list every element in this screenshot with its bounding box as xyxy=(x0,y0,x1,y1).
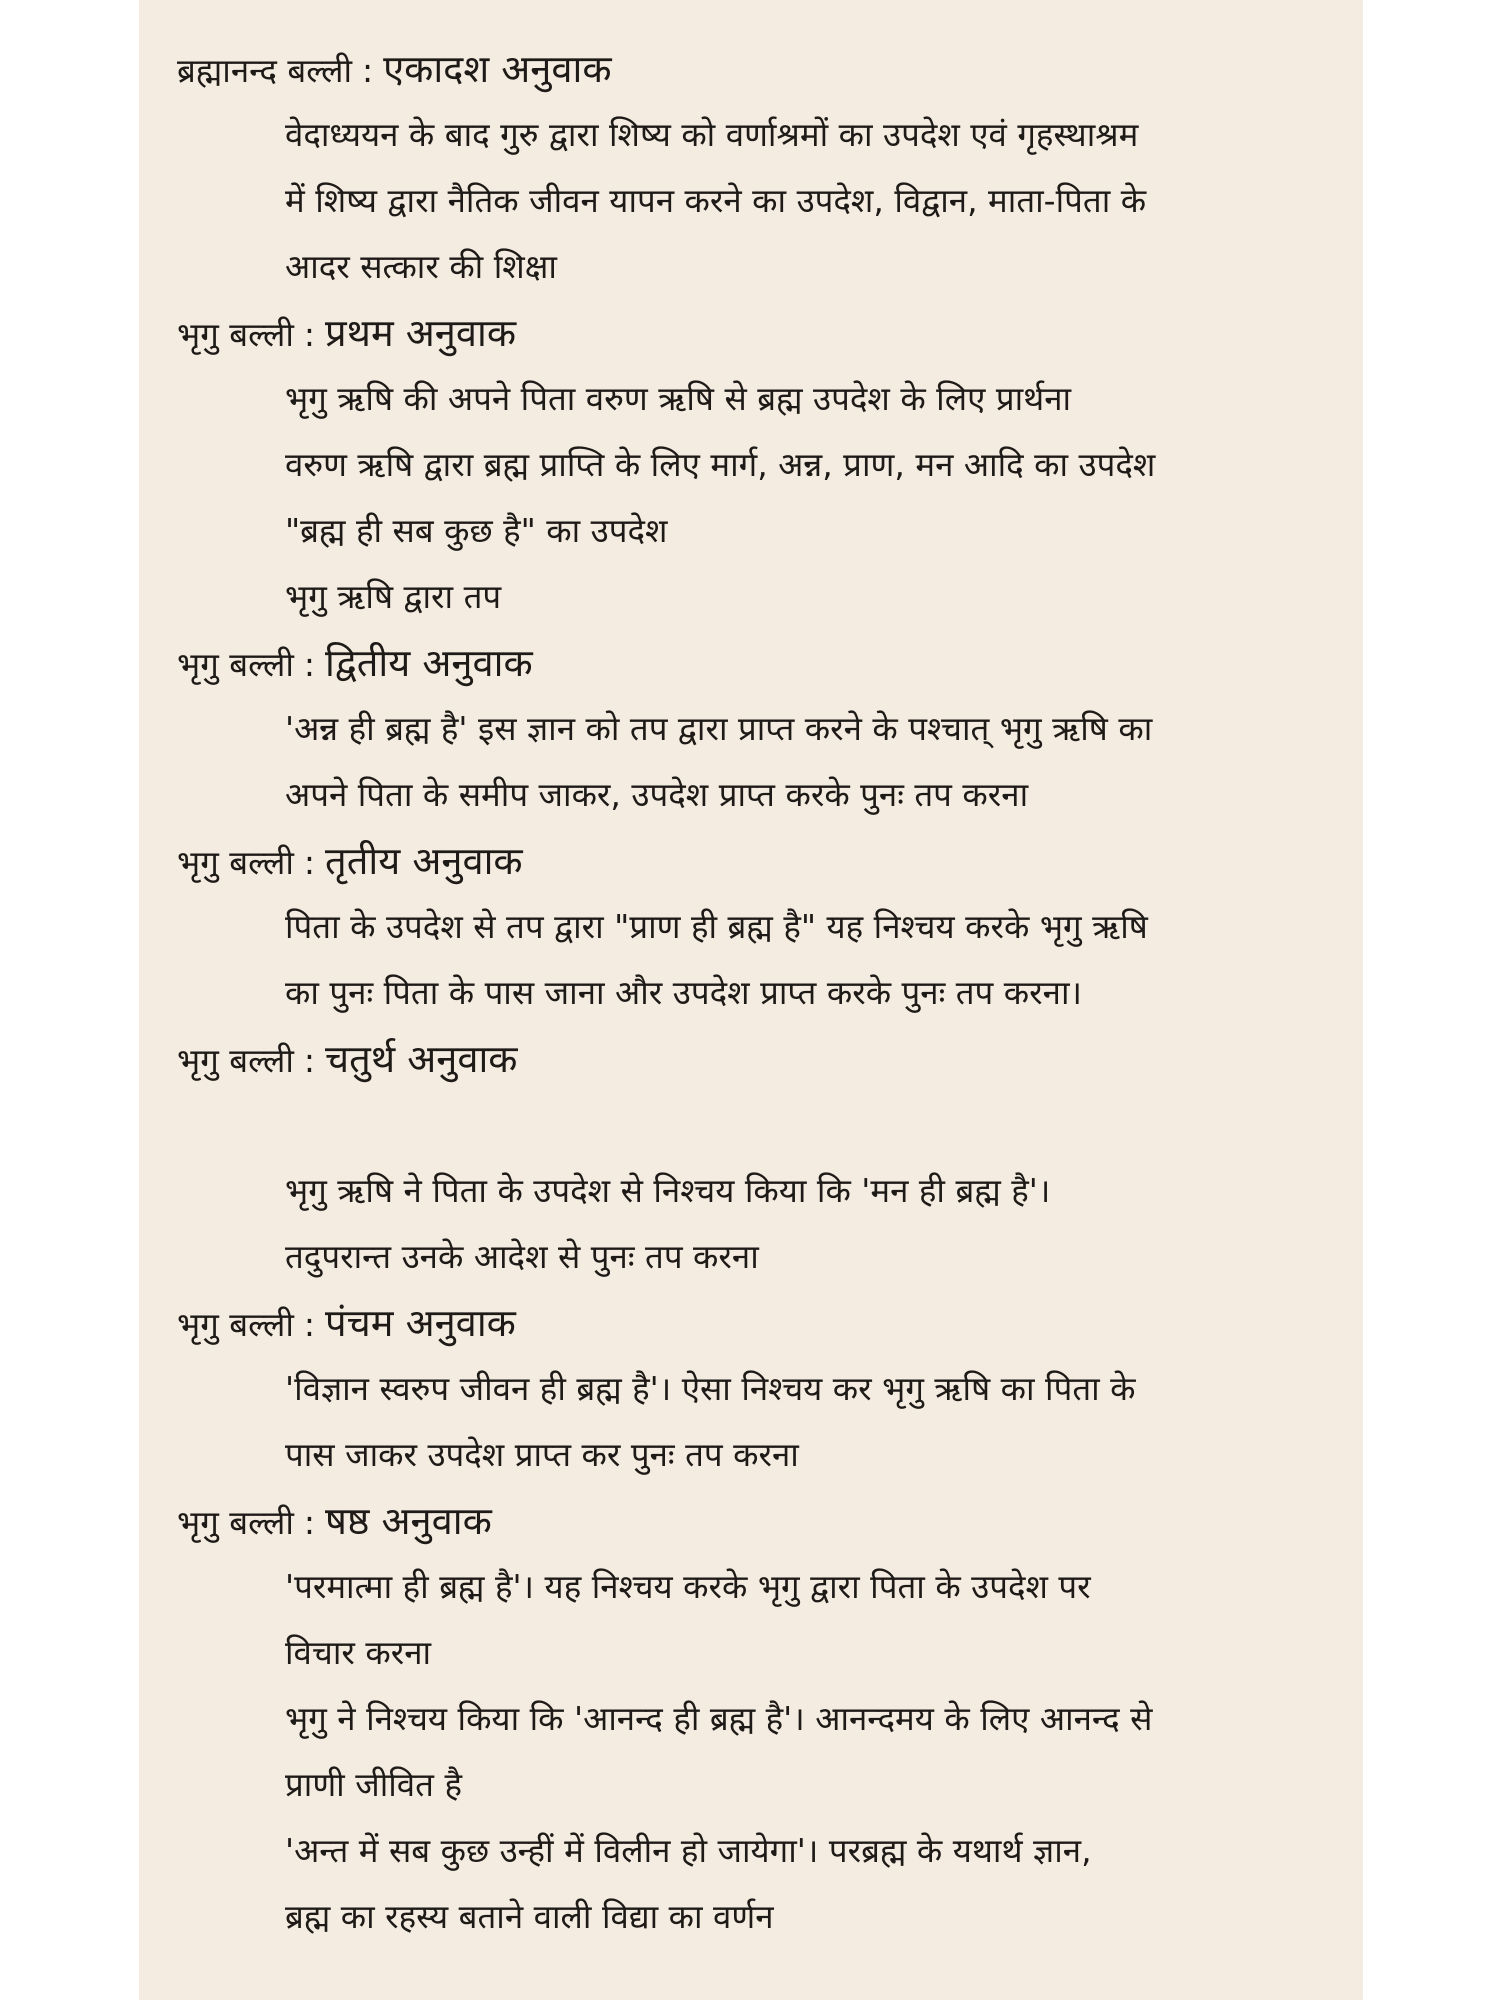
paragraph-line: भृगु ऋषि ने पिता के उपदेश से निश्चय किया कि 'मन ही ब्रह्म है'। xyxy=(285,1171,1051,1210)
section-title: भृगु बल्ली xyxy=(177,315,294,354)
paragraph-line: 'परमात्मा ही ब्रह्म है'। यह निश्चय करके भृगु द्वारा पिता के उपदेश पर xyxy=(285,1567,1091,1606)
paragraph-line: वेदाध्ययन के बाद गुरु द्वारा शिष्य को वर्णाश्रमों का उपदेश एवं गृहस्थाश्रम xyxy=(285,115,1139,154)
paragraph-line: भृगु ऋषि द्वारा तप xyxy=(285,577,502,616)
paragraph-line: भृगु ऋषि की अपने पिता वरुण ऋषि से ब्रह्म उपदेश के लिए प्रार्थना xyxy=(285,379,1072,418)
section-anuvak: षष्ठ अनुवाक xyxy=(325,1499,492,1543)
section-heading xyxy=(177,1026,1347,1092)
paragraph-line: 'अन्त में सब कुछ उन्हीं में विलीन हो जायेगा'। परब्रह्म के यथार्थ ज्ञान, xyxy=(285,1831,1092,1870)
paragraph-line: तदुपरान्त उनके आदेश से पुनः तप करना xyxy=(285,1237,759,1276)
paragraph-line: "ब्रह्म ही सब कुछ है" का उपदेश xyxy=(285,511,668,550)
section-anuvak: प्रथम अनुवाक xyxy=(325,311,517,355)
section-title: भृगु बल्ली xyxy=(177,1041,294,1080)
heading-separator: : xyxy=(362,51,374,90)
section-heading xyxy=(177,300,1347,366)
paragraph-line: भृगु ने निश्चय किया कि 'आनन्द ही ब्रह्म है'। आनन्दमय के लिए आनन्द से xyxy=(285,1699,1153,1738)
section-heading xyxy=(177,1488,1347,1554)
section-heading xyxy=(177,828,1347,894)
section-title: भृगु बल्ली xyxy=(177,645,294,684)
document-page xyxy=(139,0,1363,2000)
heading-separator: : xyxy=(303,315,316,354)
section-title: भृगु बल्ली xyxy=(177,843,294,882)
section-heading xyxy=(177,630,1347,696)
paragraph-line: ब्रह्म का रहस्य बताने वाली विद्या का वर्णन xyxy=(285,1897,774,1936)
heading-separator: : xyxy=(303,1305,316,1344)
section-anuvak: द्वितीय अनुवाक xyxy=(325,641,533,685)
paragraph-line: 'विज्ञान स्वरुप जीवन ही ब्रह्म है'। ऐसा निश्चय कर भृगु ऋषि का पिता के xyxy=(285,1369,1136,1408)
blank-gap xyxy=(177,1092,1347,1158)
heading-separator: : xyxy=(303,1041,316,1080)
section-title: भृगु बल्ली xyxy=(177,1503,294,1542)
paragraph-line: में शिष्य द्वारा नैतिक जीवन यापन करने का उपदेश, विद्वान, माता-पिता के xyxy=(285,181,1147,220)
paragraph-line: आदर सत्कार की शिक्षा xyxy=(285,247,557,286)
paragraph-line: विचार करना xyxy=(285,1633,432,1672)
section-anuvak: पंचम अनुवाक xyxy=(325,1301,516,1345)
page-content xyxy=(177,36,1347,1950)
section-anuvak: एकादश अनुवाक xyxy=(383,47,612,91)
paragraph-line: प्राणी जीवित है xyxy=(285,1765,462,1804)
section-heading xyxy=(177,36,1347,102)
section-anuvak: तृतीय अनुवाक xyxy=(325,839,523,883)
heading-separator: : xyxy=(303,843,316,882)
paragraph-line: पिता के उपदेश से तप द्वारा "प्राण ही ब्रह्म है" यह निश्चय करके भृगु ऋषि xyxy=(285,907,1148,946)
heading-separator: : xyxy=(303,645,316,684)
paragraph-line: वरुण ऋषि द्वारा ब्रह्म प्राप्ति के लिए मार्ग, अन्न, प्राण, मन आदि का उपदेश xyxy=(285,445,1156,484)
paragraph-line: का पुनः पिता के पास जाना और उपदेश प्राप्त करके पुनः तप करना। xyxy=(285,973,1082,1012)
paragraph-line: 'अन्न ही ब्रह्म है' इस ज्ञान को तप द्वारा प्राप्त करने के पश्चात् भृगु ऋषि का xyxy=(285,709,1153,748)
heading-separator: : xyxy=(303,1503,316,1542)
paragraph-line: अपने पिता के समीप जाकर, उपदेश प्राप्त करके पुनः तप करना xyxy=(285,775,1029,814)
section-anuvak: चतुर्थ अनुवाक xyxy=(325,1037,518,1081)
section-heading xyxy=(177,1290,1347,1356)
section-title: ब्रह्मानन्द बल्ली xyxy=(177,51,352,90)
section-title: भृगु बल्ली xyxy=(177,1305,294,1344)
paragraph-line: पास जाकर उपदेश प्राप्त कर पुनः तप करना xyxy=(285,1435,799,1474)
